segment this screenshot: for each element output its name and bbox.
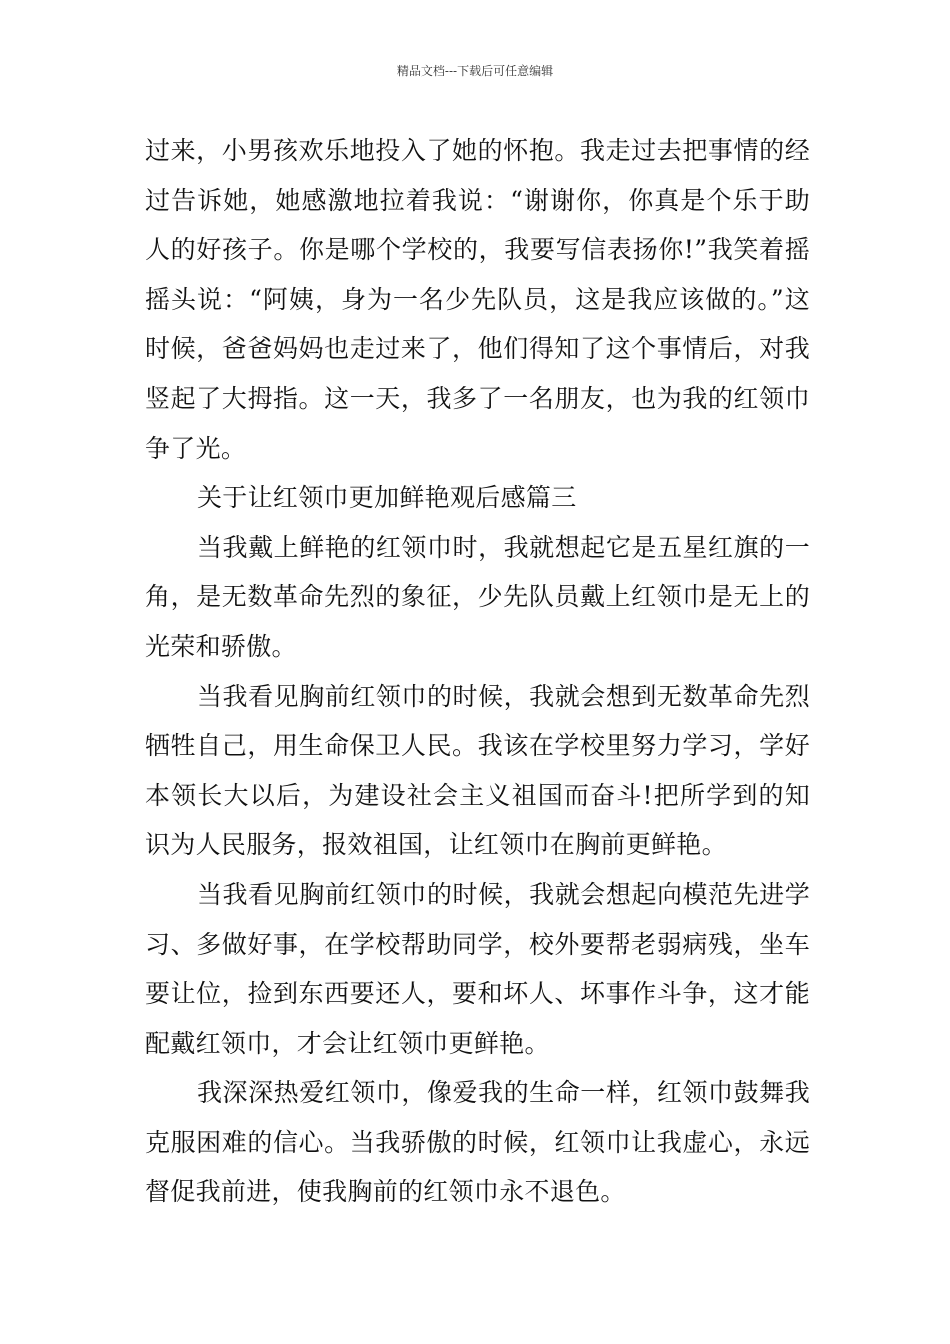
paragraph: 当我看见胸前红领巾的时候，我就会想起向模范先进学习、多做好事，在学校帮助同学，校外要帮老弱病残，坐车要让位，捡到东西要还人，要和坏人、坏事作斗争，这才能配戴红领巾，才会让红领巾更鲜艳。	[145, 879, 810, 1058]
page-header: 精品文档---下载后可任意编辑	[396, 64, 554, 78]
paragraph: 我深深热爱红领巾，像爱我的生命一样，红领巾鼓舞我克服困难的信心。当我骄傲的时候，红领巾让我虚心，永远督促我前进，使我胸前的红领巾永不退色。	[145, 1078, 810, 1207]
document-body	[145, 126, 810, 1217]
paragraph: 当我看见胸前红领巾的时候，我就会想到无数革命先烈牺牲自己，用生命保卫人民。我该在学校里努力学习，学好本领长大以后，为建设社会主义祖国而奋斗!把所学到的知识为人民服务，报效祖国，让红领巾在胸前更鲜艳。	[145, 681, 810, 860]
paragraph-continuation: 过来，小男孩欢乐地投入了她的怀抱。我走过去把事情的经过告诉她，她感激地拉着我说：“谢谢你，你真是个乐于助人的好孩子。你是哪个学校的，我要写信表扬你!”我笑着摇摇头说：“阿姨，身为一名少先队员，这是我应该做的。”这时候，爸爸妈妈也走过来了，他们得知了这个事情后，对我竖起了大拇指。这一天，我多了一名朋友，也为我的红领巾争了光。	[145, 136, 810, 463]
section-heading: 关于让红领巾更加鲜艳观后感篇三	[197, 483, 577, 513]
paragraph: 当我戴上鲜艳的红领巾时，我就想起它是五星红旗的一角，是无数革命先烈的象征，少先队员戴上红领巾是无上的光荣和骄傲。	[145, 532, 810, 661]
